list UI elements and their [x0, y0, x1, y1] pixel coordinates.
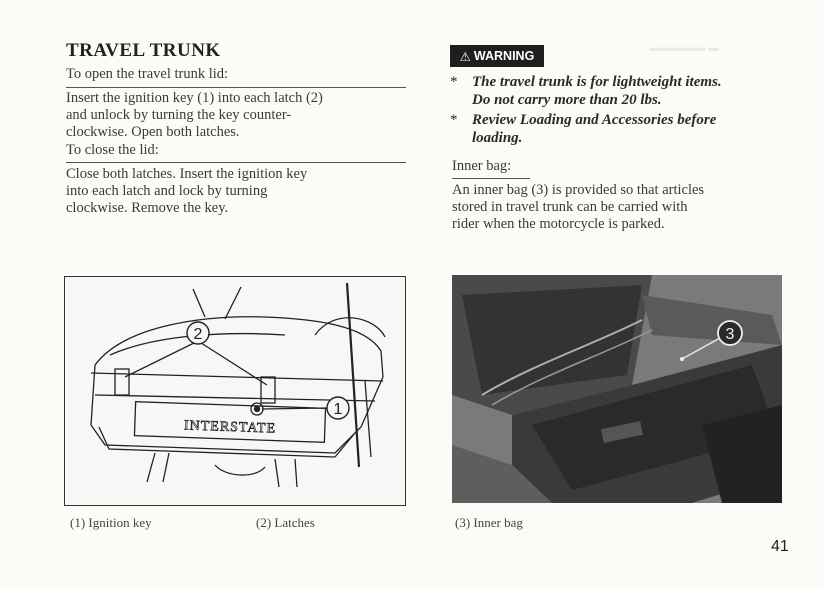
warning-icon: ⚠ — [459, 49, 471, 64]
bullet-star-icon: * — [450, 112, 458, 128]
section-title: TRAVEL TRUNK — [66, 40, 221, 61]
warning-line: The travel trunk is for lightweight items. — [472, 74, 722, 90]
close-line: into each latch and lock by turning — [66, 183, 268, 199]
bullet-star-icon: * — [450, 74, 458, 90]
close-heading-rule — [66, 162, 406, 163]
inner-bag-photo-drawing — [452, 275, 782, 503]
bleed-through-text: ▬▬▬▬▬ ▬ — [650, 42, 720, 54]
close-instructions — [66, 166, 411, 217]
warning-line: loading. — [472, 130, 523, 146]
caption-ignition-key: (1) Ignition key — [70, 515, 152, 530]
open-line: and unlock by turning the key counter- — [66, 107, 292, 123]
trunk-drawing — [65, 277, 405, 505]
callout-2-label: 2 — [193, 326, 203, 343]
close-line: Close both latches. Insert the ignition key — [66, 166, 308, 182]
caption-latches: (2) Latches — [256, 515, 315, 530]
inner-bag-heading: Inner bag: — [452, 158, 512, 174]
caption-inner-bag: (3) Inner bag — [455, 515, 523, 530]
callout-1-label: 1 — [333, 401, 343, 418]
warning-badge — [450, 45, 544, 67]
inner-bag-heading-rule — [452, 178, 530, 179]
warning-list — [450, 73, 795, 147]
warning-item — [450, 111, 795, 147]
trunk-badge-text: INTERSTATE — [183, 418, 277, 437]
callout-1-marker — [327, 397, 349, 419]
callout-3-label: 3 — [725, 326, 735, 343]
close-heading: To close the lid: — [66, 142, 159, 158]
close-line: clockwise. Remove the key. — [66, 200, 229, 216]
warning-label: WARNING — [473, 49, 535, 63]
open-heading: To open the travel trunk lid: — [66, 66, 229, 82]
inner-bag-description — [452, 182, 797, 233]
warning-line: Do not carry more than 20 lbs. — [472, 92, 662, 108]
open-heading-rule — [66, 87, 406, 88]
inner-bag-line: rider when the motorcycle is parked. — [452, 216, 665, 232]
open-line: clockwise. Open both latches. — [66, 124, 240, 140]
open-instructions — [66, 90, 411, 141]
inner-bag-photo — [452, 275, 782, 503]
open-line: Insert the ignition key (1) into each latch (2) — [66, 90, 323, 106]
trunk-latch-figure — [64, 276, 406, 506]
warning-item — [450, 73, 795, 109]
callout-2-marker — [187, 322, 209, 344]
inner-bag-line: stored in travel trunk can be carried with — [452, 199, 688, 215]
callout-3-marker — [718, 321, 742, 345]
warning-line: Review Loading and Accessories before — [472, 112, 717, 128]
inner-bag-line: An inner bag (3) is provided so that articles — [452, 182, 705, 198]
page-number: 41 — [771, 538, 789, 555]
